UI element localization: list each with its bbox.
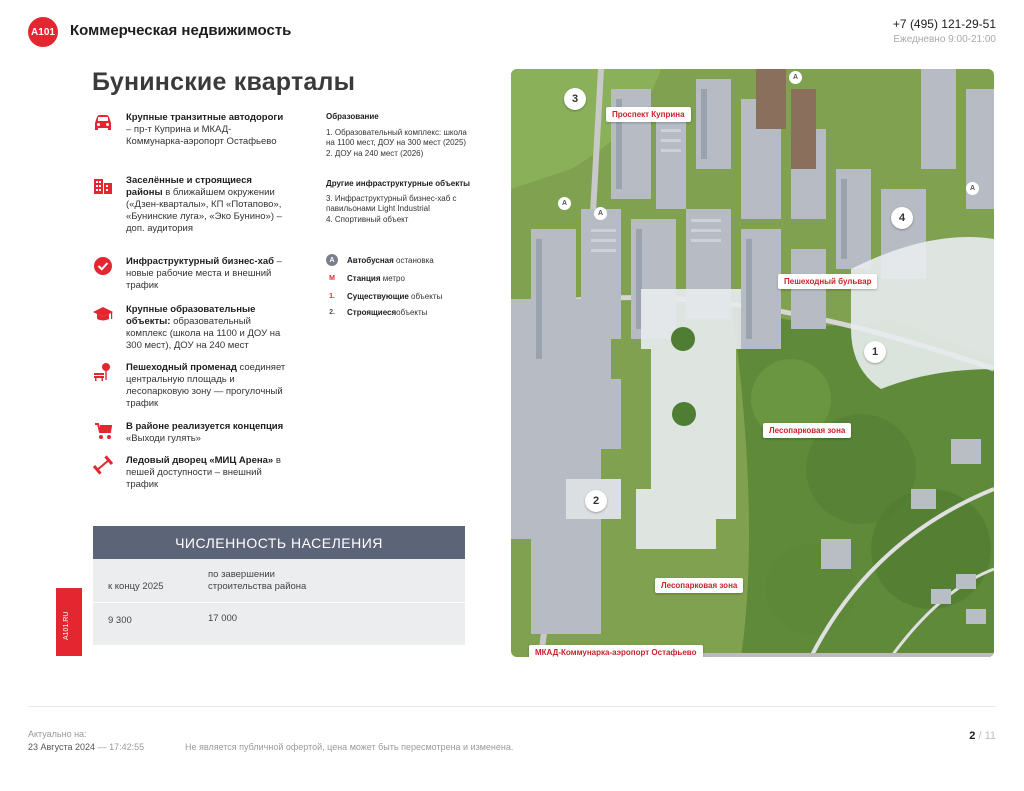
feature-text: в пешей доступности – внешний трафик (126, 455, 281, 490)
feature-bold: Пешеходный променад (126, 362, 237, 373)
aerial-map-image (511, 69, 994, 657)
population-title: ЧИСЛЕННОСТЬ НАСЕЛЕНИЯ (93, 526, 465, 559)
updated-date: 23 Августа 2024 — 17:42:55 (28, 742, 145, 752)
map-label-forest-2: Лесопарковая зона (655, 578, 743, 593)
population-col2-value: 17 000 (208, 613, 238, 624)
stroller-icon (92, 421, 114, 441)
dumbbell-icon (92, 455, 114, 475)
map-label-kuprin: Проспект Куприна (606, 107, 691, 122)
feature-bold: Крупные транзитные автодороги (126, 112, 284, 123)
education-item: 1. Образовательный комплекс: школа на 1100 мест, ДОУ на 300 мест (2025) (326, 127, 467, 147)
table-divider (93, 602, 465, 603)
disclaimer: Не является публичной офертой, цена может быть пересмотрена и изменена. (185, 742, 514, 752)
construction-marker: 2. (329, 308, 335, 316)
side-tab[interactable] (56, 588, 82, 656)
population-col2-label: по завершении строительства района (208, 569, 307, 592)
feature-item (92, 256, 287, 292)
legend-item (326, 290, 442, 302)
bus-stop-marker: A (594, 207, 607, 220)
object-marker-4[interactable]: 4 (891, 207, 913, 229)
object-marker-1[interactable]: 1 (864, 341, 886, 363)
other-item: 3. Инфраструктурный бизнес-хаб с павильонами Light Industrial (326, 193, 457, 213)
legend-item (326, 306, 427, 318)
legend-item (326, 254, 434, 266)
updated-label: Актуально на: (28, 729, 87, 739)
bus-stop-marker: A (558, 197, 571, 210)
metro-icon: М (329, 274, 335, 282)
education-block (326, 112, 476, 159)
page-title: Бунинские кварталы (92, 68, 356, 96)
population-col1-value: 9 300 (108, 615, 132, 626)
object-marker-2[interactable]: 2 (585, 490, 607, 512)
legend-text: остановка (393, 255, 434, 265)
footer-divider (28, 706, 996, 707)
feature-item (92, 362, 287, 410)
updated-time-value: 17:42:55 (109, 742, 145, 752)
graduation-cap-icon (92, 304, 114, 324)
page-current: 2 (969, 730, 976, 742)
buildings-icon (92, 175, 114, 195)
object-marker-3[interactable]: 3 (564, 88, 586, 110)
working-hours: Ежедневно 9:00-21:00 (893, 34, 996, 45)
feature-item (92, 175, 287, 243)
page-total: 11 (984, 730, 996, 742)
feature-bold: В районе реализуется концепция (126, 421, 284, 432)
aerial-map (511, 69, 994, 657)
phone-link[interactable]: +7 (495) 121-29-51 (892, 17, 996, 31)
feature-item (92, 421, 287, 447)
bus-stop-marker: A (789, 71, 802, 84)
feature-text: – пр-т Куприна и МКАД-Коммунарка-аэропорт Остафьево (126, 124, 277, 147)
education-title: Образование (326, 112, 379, 121)
feature-text: образовательный комплекс (школа на 1100 и ДОУ на 300 мест), ДОУ на 240 мест (126, 316, 281, 351)
feature-item (92, 455, 287, 491)
map-label-boulevard: Пешеходный бульвар (778, 274, 877, 289)
legend-bold: Станция (347, 273, 381, 283)
check-icon (92, 256, 114, 276)
legend-item (326, 272, 405, 284)
other-title: Другие инфраструктурные объекты (326, 179, 470, 188)
feature-bold: Инфраструктурный бизнес-хаб (126, 256, 275, 267)
education-item: 2. ДОУ на 240 мест (2026) (326, 148, 424, 158)
feature-bold: Крупные образовательные объекты: (126, 304, 256, 327)
page-indicator: 2 / 11 (969, 730, 996, 742)
legend-text: объекты (408, 291, 443, 301)
a101-logo[interactable]: A101 (28, 17, 58, 47)
updated-date-value: 23 Августа 2024 (28, 742, 96, 752)
feature-bold: Ледовый дворец «МИЦ Арена» (126, 455, 274, 466)
bus-stop-marker: A (966, 182, 979, 195)
feature-bold: Заселённые и строящиеся районы (126, 175, 252, 198)
other-item: 4. Спортивный объект (326, 214, 409, 224)
existing-marker: 1. (329, 292, 335, 300)
legend-text: метро (380, 273, 405, 283)
bus-stop-icon: A (326, 254, 338, 266)
feature-item (92, 304, 287, 352)
side-tab-label: A101.RU (63, 611, 70, 640)
feature-text: соединяет центральную площадь и лесопарковую зону — прогулочный трафик (126, 362, 286, 409)
brand-title: Коммерческая недвижимость (70, 22, 292, 39)
legend-bold: Строящиеся (347, 307, 397, 317)
feature-text: в ближайшем окружении («Дзен-кварталы», КП «Потапово», «Бунинские луга», «Эко Бунино») – доп. аудитория (126, 187, 282, 234)
other-infrastructure-block (326, 179, 476, 225)
legend-bold: Автобусная (347, 255, 394, 265)
population-col1-label: к концу 2025 (108, 581, 164, 592)
bench-icon (92, 362, 114, 382)
legend-text: объекты (396, 307, 428, 317)
map-label-forest-1: Лесопарковая зона (763, 423, 851, 438)
legend-bold: Существующие (347, 291, 409, 301)
feature-item (92, 112, 287, 156)
car-icon (92, 112, 114, 132)
feature-text: – новые рабочие места и внешний трафик (126, 256, 282, 291)
feature-text: «Выходи гулять» (126, 433, 201, 444)
map-label-mkad: МКАД-Коммунарка-аэропорт Остафьево (529, 645, 703, 657)
